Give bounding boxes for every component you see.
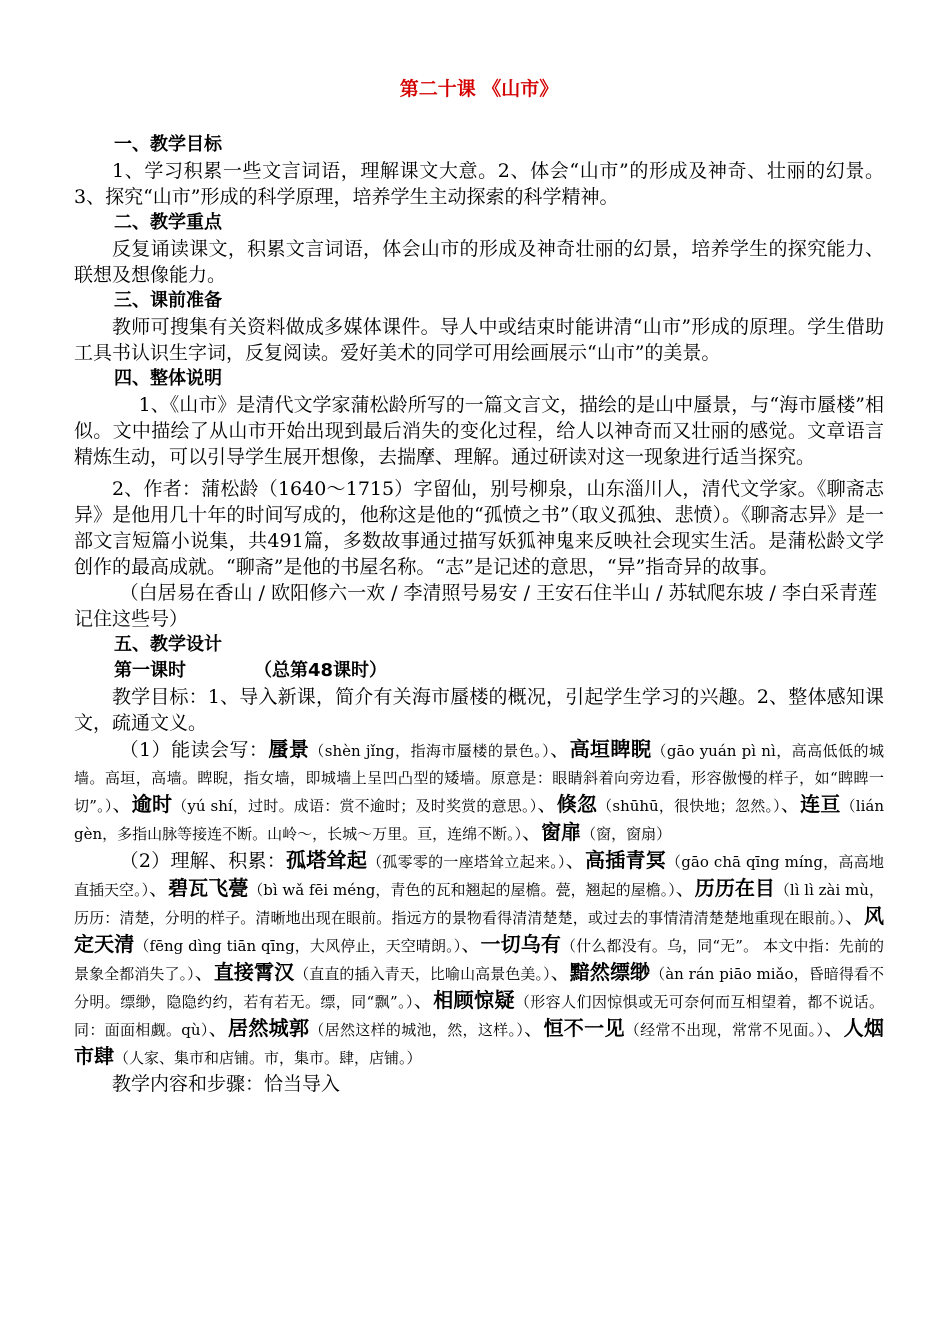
vocab-term: 恒不一见 xyxy=(543,1016,625,1040)
vocab-note: （bì wǎ fēi méng，青色的瓦和翘起的屋檐。甍，翘起的屋檐。） xyxy=(248,881,676,899)
vocab-term: 风定天清 xyxy=(74,904,884,956)
vocab-note: （经常不出现，常常不见面。） xyxy=(624,1021,825,1039)
overview-paragraph-author: 2、作者：蒲松龄（1640～1715）字留仙，别号柳泉，山东淄川人，清代文学家。《聊斋志异》是他用几十年的时间写成的，他称这是他的“孤愤之书”（取义孤独、悲愤）。《聊斋志异》是一部文言短篇小说集，共491篇，多数故事通过描写妖狐神鬼来反映社会现实生活。是蒲松龄文学创作的最高成就。“聊斋”是他的书屋名称。“志”是记述的意思，“异”指奇异的故事。 xyxy=(74,478,884,578)
vocab-separator: 、 xyxy=(208,1018,228,1040)
vocab-separator: 、 xyxy=(675,878,695,900)
vocab-term: 倏忽 xyxy=(556,792,598,816)
vocab-read-write xyxy=(74,736,884,847)
heading-preparation: 三、课前准备 xyxy=(114,290,222,311)
vocab-note: （àn rán piāo miǎo，昏暗得看不分明。缥缈，隐隐约约，若有若无。缥，同“飘”。） xyxy=(74,965,884,1011)
vocab-understand-list xyxy=(74,850,884,1068)
vocab-term: 蜃景 xyxy=(268,737,310,761)
document-page xyxy=(74,76,884,1097)
vocab-term: 逾时 xyxy=(131,792,173,816)
vocab-term: 相顾惊疑 xyxy=(433,988,515,1012)
vocab-separator: 、 xyxy=(524,1018,544,1040)
vocab-understand-lead: （2）理解、积累： xyxy=(119,850,287,872)
overview-mnemonic-note: （白居易在香山 / 欧阳修六一欢 / 李清照号易安 / 王安石住半山 / 苏轼爬东坡 / 李白采青莲 记住这些号） xyxy=(74,582,877,630)
teaching-focus-text: 反复诵读课文，积累文言词语，体会山市的形成及神奇壮丽的幻景，培养学生的探究能力、联想及想像能力。 xyxy=(74,238,884,286)
vocab-note: （gāo yuán pì nì，高高低低的城墙。高垣，高墙。睥睨，指女墙，即城墙上呈凹凸型的矮墙。原意是：眼睛斜着向旁边看，形容傲慢的样子，如“睥睥一切”。） xyxy=(74,742,884,815)
lesson-heading xyxy=(74,658,884,684)
heading-teaching-focus: 二、教学重点 xyxy=(114,212,222,233)
preparation-text: 教师可搜集有关资料做成多媒体课件。导人中或结束时能讲清“山市”形成的原理。学生借助工具书认识生字词，反复阅读。爱好美术的同学可用绘画展示“山市”的美景。 xyxy=(74,316,884,364)
vocab-term: 历历在目 xyxy=(694,876,775,900)
vocab-separator: 、 xyxy=(565,850,585,872)
vocab-term: 黯然缥缈 xyxy=(569,960,651,984)
vocab-term: 高垣睥睨 xyxy=(569,737,652,761)
vocab-term: 居然城郭 xyxy=(228,1016,310,1040)
vocab-separator: 、 xyxy=(780,794,801,816)
teaching-steps-text: 教学内容和步骤：恰当导入 xyxy=(112,1073,341,1095)
lesson-total: （总第48课时） xyxy=(254,660,388,681)
vocab-note: （shèn jǐng，指海市蜃楼的景色。） xyxy=(309,742,551,760)
heading-teaching-goals: 一、教学目标 xyxy=(114,134,222,155)
overview-paragraph-1: 1、《山市》是清代文学家蒲松龄所写的一篇文言文，描绘的是山中蜃景，与“海市蜃楼”相似。文中描绘了从山市开始出现到最后消失的变化过程，给人以神奇而又壮丽的感觉。文章语言精炼生动，可以引导学生展开想像，去揣摩、理解。通过研读对这一现象进行适当探究。 xyxy=(74,394,884,468)
vocab-separator: 、 xyxy=(413,990,434,1012)
vocab-term: 孤塔耸起 xyxy=(286,848,368,872)
vocab-separator: 、 xyxy=(824,1018,844,1040)
vocab-separator: 、 xyxy=(550,962,570,984)
vocab-note: （孤零零的一座塔耸立起来。） xyxy=(367,853,566,871)
teaching-goals-text: 1、学习积累一些文言词语，理解课文大意。2、体会“山市”的形成及神奇、壮丽的幻景。3、探究“山市”形成的科学原理，培养学生主动探索的科学精神。 xyxy=(74,160,884,208)
vocab-term: 高插青冥 xyxy=(585,848,667,872)
vocab-term: 直接霄汉 xyxy=(213,960,295,984)
vocab-separator: 、 xyxy=(844,906,864,928)
vocab-note: （直直的插入青天，比喻山高景色美。） xyxy=(294,965,551,983)
vocab-separator: 、 xyxy=(149,878,169,900)
heading-teaching-design: 五、教学设计 xyxy=(114,634,222,655)
lesson-goal-text: 教学目标：1、导入新课，简介有关海市蜃楼的概况，引起学生学习的兴趣。2、整体感知课文，疏通文义。 xyxy=(74,686,884,734)
vocab-note: （什么都没有。乌，同“无”。 本文中指：先前的景象全都消失了。） xyxy=(74,937,885,983)
vocab-separator: 、 xyxy=(112,794,132,816)
vocab-separator: 、 xyxy=(550,739,570,761)
vocab-term: 一切乌有 xyxy=(480,932,562,956)
vocab-note: （gāo chā qīng míng，高高地直插天空。） xyxy=(74,853,884,899)
vocab-note: （lián gèn，多指山脉等接连不断。山岭～，长城～万里。亘，连绵不断。） xyxy=(74,797,884,843)
vocab-note: （形容人们因惊惧或无可奈何而互相望着，都不说话。同：面面相觑。qù） xyxy=(74,993,884,1039)
lesson-number: 第一课时 xyxy=(114,660,186,681)
vocab-separator: 、 xyxy=(194,962,214,984)
vocab-note: （shūhū，很快地；忽然。） xyxy=(597,797,781,815)
vocab-read-write-lead: （1）能读会写： xyxy=(119,739,269,761)
vocab-understand xyxy=(74,847,884,1071)
vocab-separator: 、 xyxy=(522,822,542,844)
page-title: 第二十课 《山市》 xyxy=(399,78,559,100)
vocab-separator: 、 xyxy=(537,794,557,816)
vocab-term: 窗扉 xyxy=(541,820,582,844)
vocab-note: （居然这样的城池，然，这样。） xyxy=(309,1021,525,1039)
vocab-term: 碧瓦飞甍 xyxy=(168,876,249,900)
vocab-term: 人烟市肆 xyxy=(74,1016,884,1068)
vocab-note: （fēng dìng tiān qīng，大风停止，天空晴朗。） xyxy=(134,937,462,955)
vocab-note: （lì lì zài mù，历历：清楚，分明的样子。清晰地出现在眼前。指远方的景物看得清清楚楚，或过去的事情清清楚楚地重现在眼前。） xyxy=(74,881,884,927)
vocab-note: （yú shí，过时。成语：赏不逾时；及时奖赏的意思。） xyxy=(172,797,538,815)
vocab-note: （人家、集市和店铺。市，集市。肆，店铺。） xyxy=(114,1049,422,1067)
heading-overview: 四、整体说明 xyxy=(114,368,222,389)
vocab-term: 连亘 xyxy=(800,792,841,816)
vocab-separator: 、 xyxy=(461,934,481,956)
vocab-note: （窗，窗扇） xyxy=(581,825,672,843)
